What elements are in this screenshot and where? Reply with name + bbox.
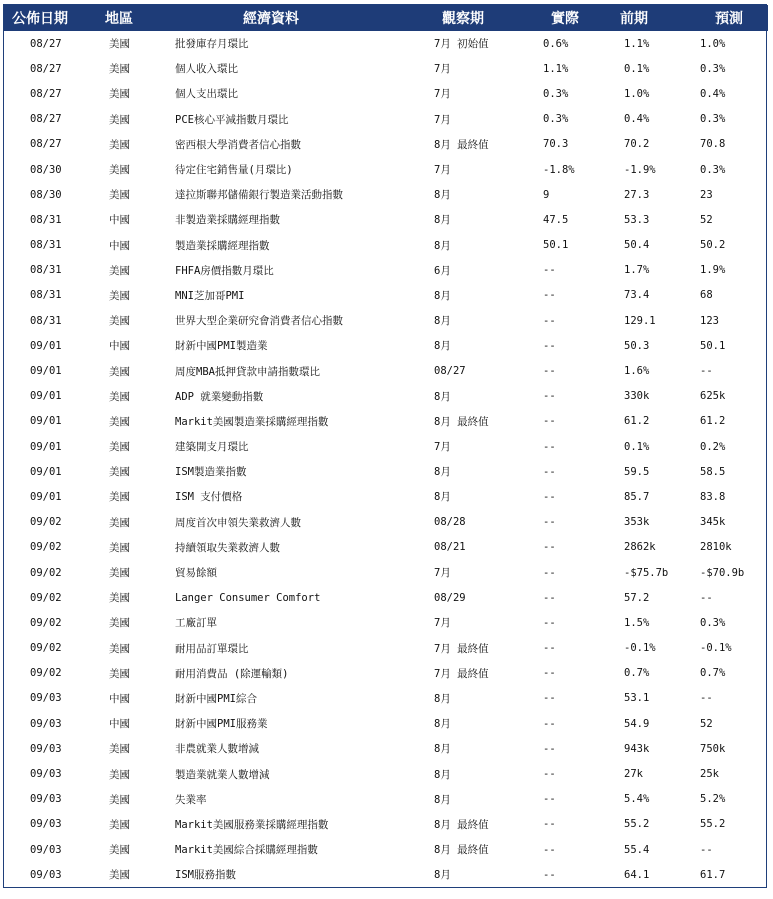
row-date: 09/02 (30, 642, 62, 655)
row-date: 08/31 (30, 264, 62, 277)
row-date: 09/03 (30, 868, 62, 881)
row-region: 美國 (109, 365, 130, 378)
table-body (4, 31, 768, 887)
table-row (4, 560, 768, 585)
row-previous: 54.9 (624, 717, 650, 730)
row-indicator: 財新中國PMI服務業 (175, 718, 268, 731)
table-row (4, 384, 768, 409)
header-forecast: 預測 (715, 11, 743, 27)
row-date: 09/02 (30, 591, 62, 604)
row-actual: -- (543, 566, 556, 579)
table-row (4, 409, 768, 434)
table-row (4, 510, 768, 535)
row-actual: -- (543, 541, 556, 554)
row-date: 09/03 (30, 793, 62, 806)
row-actual: -- (543, 843, 556, 856)
row-previous: 353k (624, 516, 650, 529)
table-row (4, 333, 768, 358)
row-indicator: 個人支出環比 (175, 88, 238, 101)
row-indicator: Markit美國服務業採購經理指數 (175, 818, 329, 831)
row-indicator: 失業率 (175, 793, 207, 806)
row-indicator: 貿易餘額 (175, 567, 217, 580)
row-date: 09/01 (30, 339, 62, 352)
row-date: 09/03 (30, 692, 62, 705)
row-previous: 1.1% (624, 37, 650, 50)
row-indicator: 耐用消費品 (除運輸類) (175, 667, 289, 680)
row-date: 08/27 (30, 87, 62, 100)
row-previous: 1.6% (624, 365, 650, 378)
row-region: 美國 (109, 289, 130, 302)
row-actual: -- (543, 616, 556, 629)
row-region: 中國 (109, 239, 130, 252)
row-previous: 0.1% (624, 440, 650, 453)
row-previous: 73.4 (624, 289, 650, 302)
table-row (4, 81, 768, 106)
table-row (4, 585, 768, 610)
row-date: 08/31 (30, 314, 62, 327)
row-previous: 0.7% (624, 667, 650, 680)
row-previous: 53.1 (624, 692, 650, 705)
row-region: 中國 (109, 692, 130, 705)
row-indicator: ADP 就業變動指數 (175, 390, 264, 403)
table-row (4, 837, 768, 862)
table-row (4, 31, 768, 56)
row-date: 09/01 (30, 415, 62, 428)
row-forecast: 52 (700, 213, 713, 226)
row-previous: 70.2 (624, 138, 650, 151)
row-period: 8月 (434, 315, 451, 328)
table-row (4, 711, 768, 736)
row-period: 7月 (434, 617, 451, 630)
row-forecast: 0.3% (700, 62, 726, 75)
header-actual: 實際 (551, 11, 579, 27)
row-region: 美國 (109, 491, 130, 504)
row-actual: -- (543, 390, 556, 403)
row-period: 8月 (434, 239, 451, 252)
row-period: 7月 最終值 (434, 667, 489, 680)
row-actual: -- (543, 264, 556, 277)
row-forecast: 61.2 (700, 415, 726, 428)
row-actual: -- (543, 793, 556, 806)
table-row (4, 358, 768, 383)
row-date: 09/03 (30, 717, 62, 730)
row-actual: -- (543, 314, 556, 327)
row-date: 08/27 (30, 138, 62, 151)
row-forecast: 70.8 (700, 138, 726, 151)
table-row (4, 812, 768, 837)
row-previous: -$75.7b (624, 566, 669, 579)
table-row (4, 132, 768, 157)
row-forecast: 0.2% (700, 440, 726, 453)
row-region: 美國 (109, 567, 130, 580)
table-row (4, 258, 768, 283)
row-forecast: 83.8 (700, 490, 726, 503)
row-period: 8月 (434, 718, 451, 731)
row-region: 美國 (109, 164, 130, 177)
row-period: 8月 (434, 768, 451, 781)
table-row (4, 610, 768, 635)
table-row (4, 787, 768, 812)
row-forecast: 750k (700, 742, 726, 755)
row-region: 美國 (109, 869, 130, 882)
table-row (4, 56, 768, 81)
row-region: 美國 (109, 818, 130, 831)
row-date: 09/02 (30, 516, 62, 529)
row-region: 美國 (109, 642, 130, 655)
row-indicator: ISM服務指數 (175, 869, 236, 882)
row-date: 09/03 (30, 768, 62, 781)
table-row (4, 459, 768, 484)
row-actual: -- (543, 465, 556, 478)
row-previous: 85.7 (624, 490, 650, 503)
row-period: 8月 (434, 743, 451, 756)
row-forecast: 61.7 (700, 868, 726, 881)
row-forecast: 25k (700, 768, 719, 781)
row-indicator: MNI芝加哥PMI (175, 289, 245, 302)
table-row (4, 862, 768, 887)
row-region: 中國 (109, 214, 130, 227)
row-actual: -- (543, 365, 556, 378)
row-actual: -- (543, 516, 556, 529)
table-row (4, 636, 768, 661)
row-forecast: -- (700, 365, 713, 378)
row-indicator: Langer Consumer Comfort (175, 591, 321, 604)
row-previous: 64.1 (624, 868, 650, 881)
row-forecast: 68 (700, 289, 713, 302)
row-previous: 55.2 (624, 818, 650, 831)
table-header (4, 5, 768, 31)
row-previous: 1.0% (624, 87, 650, 100)
row-date: 09/03 (30, 742, 62, 755)
row-indicator: FHFA房價指數月環比 (175, 264, 274, 277)
row-period: 8月 (434, 340, 451, 353)
row-period: 8月 最終值 (434, 844, 489, 857)
row-actual: 0.6% (543, 37, 569, 50)
table-row (4, 107, 768, 132)
row-forecast: 0.4% (700, 87, 726, 100)
row-actual: -- (543, 692, 556, 705)
row-previous: 129.1 (624, 314, 656, 327)
row-actual: -- (543, 289, 556, 302)
row-region: 美國 (109, 617, 130, 630)
row-forecast: 23 (700, 188, 713, 201)
row-forecast: -$70.9b (700, 566, 745, 579)
row-previous: 27k (624, 768, 643, 781)
row-period: 7月 (434, 441, 451, 454)
row-previous: 61.2 (624, 415, 650, 428)
row-region: 美國 (109, 844, 130, 857)
row-region: 美國 (109, 441, 130, 454)
row-indicator: Markit美國綜合採購經理指數 (175, 844, 318, 857)
row-previous: 0.4% (624, 113, 650, 126)
table-row (4, 736, 768, 761)
row-date: 08/31 (30, 289, 62, 302)
row-date: 09/01 (30, 390, 62, 403)
table-row (4, 484, 768, 509)
row-forecast: 0.3% (700, 616, 726, 629)
row-period: 8月 (434, 189, 451, 202)
row-actual: -- (543, 642, 556, 655)
row-forecast: 1.0% (700, 37, 726, 50)
row-indicator: 財新中國PMI綜合 (175, 692, 257, 705)
row-actual: -1.8% (543, 163, 575, 176)
row-actual: 9 (543, 188, 550, 201)
row-previous: 55.4 (624, 843, 650, 856)
table-row (4, 233, 768, 258)
row-forecast: 625k (700, 390, 726, 403)
header-period: 觀察期 (442, 11, 484, 27)
row-period: 08/27 (434, 365, 466, 378)
row-forecast: 0.7% (700, 667, 726, 680)
row-indicator: 耐用品訂單環比 (175, 642, 249, 655)
row-date: 08/30 (30, 163, 62, 176)
row-indicator: 建築開支月環比 (175, 441, 249, 454)
row-indicator: 工廠訂單 (175, 617, 217, 630)
row-period: 8月 (434, 692, 451, 705)
row-actual: -- (543, 742, 556, 755)
row-indicator: 非農就業人數增減 (175, 743, 259, 756)
row-forecast: 55.2 (700, 818, 726, 831)
row-date: 08/27 (30, 37, 62, 50)
table-row (4, 308, 768, 333)
row-forecast: 5.2% (700, 793, 726, 806)
row-indicator: 非製造業採購經理指數 (175, 214, 280, 227)
row-region: 美國 (109, 264, 130, 277)
table-row (4, 207, 768, 232)
row-forecast: 50.2 (700, 239, 726, 252)
row-period: 7月 (434, 113, 451, 126)
row-indicator: 財新中國PMI製造業 (175, 340, 268, 353)
row-period: 08/29 (434, 591, 466, 604)
row-actual: 1.1% (543, 62, 569, 75)
row-period: 8月 (434, 289, 451, 302)
row-indicator: 待定住宅銷售量(月環比) (175, 164, 293, 177)
row-region: 美國 (109, 63, 130, 76)
row-previous: 53.3 (624, 213, 650, 226)
row-actual: -- (543, 868, 556, 881)
table-row (4, 434, 768, 459)
row-forecast: 52 (700, 717, 713, 730)
table-row (4, 182, 768, 207)
table-row (4, 686, 768, 711)
row-indicator: 密西根大學消費者信心指數 (175, 138, 301, 151)
header-region: 地區 (105, 11, 133, 27)
table-row (4, 157, 768, 182)
row-forecast: 0.3% (700, 113, 726, 126)
row-date: 08/27 (30, 113, 62, 126)
row-region: 美國 (109, 743, 130, 756)
row-forecast: -0.1% (700, 642, 732, 655)
table-row (4, 761, 768, 786)
row-period: 08/21 (434, 541, 466, 554)
row-indicator: 批發庫存月環比 (175, 38, 249, 51)
row-period: 7月 初始值 (434, 38, 489, 51)
row-period: 7月 (434, 63, 451, 76)
row-actual: 0.3% (543, 87, 569, 100)
header-previous: 前期 (620, 11, 648, 27)
row-date: 09/03 (30, 843, 62, 856)
row-actual: -- (543, 440, 556, 453)
row-previous: 50.4 (624, 239, 650, 252)
row-period: 8月 (434, 491, 451, 504)
row-date: 09/03 (30, 818, 62, 831)
row-forecast: 1.9% (700, 264, 726, 277)
row-forecast: 50.1 (700, 339, 726, 352)
row-indicator: 達拉斯聯邦儲備銀行製造業活動指數 (175, 189, 343, 202)
row-date: 09/02 (30, 616, 62, 629)
table-row (4, 535, 768, 560)
row-region: 美國 (109, 667, 130, 680)
row-actual: -- (543, 768, 556, 781)
row-date: 08/31 (30, 239, 62, 252)
row-region: 美國 (109, 315, 130, 328)
row-actual: -- (543, 667, 556, 680)
row-actual: 47.5 (543, 213, 569, 226)
row-period: 8月 (434, 869, 451, 882)
row-previous: -0.1% (624, 642, 656, 655)
row-date: 08/31 (30, 213, 62, 226)
row-region: 美國 (109, 189, 130, 202)
table-row (4, 283, 768, 308)
row-forecast: -- (700, 692, 713, 705)
row-region: 中國 (109, 718, 130, 731)
row-period: 8月 (434, 793, 451, 806)
row-region: 美國 (109, 768, 130, 781)
row-region: 美國 (109, 390, 130, 403)
header-date: 公佈日期 (12, 11, 68, 27)
row-region: 美國 (109, 466, 130, 479)
row-previous: 2862k (624, 541, 656, 554)
row-date: 09/01 (30, 490, 62, 503)
row-previous: 50.3 (624, 339, 650, 352)
row-forecast: 345k (700, 516, 726, 529)
row-period: 8月 最終值 (434, 818, 489, 831)
row-previous: -1.9% (624, 163, 656, 176)
row-indicator: ISM製造業指數 (175, 466, 247, 479)
row-period: 08/28 (434, 516, 466, 529)
row-region: 美國 (109, 415, 130, 428)
row-period: 8月 (434, 466, 451, 479)
row-forecast: 2810k (700, 541, 732, 554)
row-previous: 1.5% (624, 616, 650, 629)
row-previous: 1.7% (624, 264, 650, 277)
row-period: 8月 (434, 214, 451, 227)
header-item: 經濟資料 (243, 11, 299, 27)
row-period: 7月 (434, 567, 451, 580)
row-indicator: Markit美國製造業採購經理指數 (175, 415, 329, 428)
row-indicator: 持續領取失業救濟人數 (175, 541, 280, 554)
row-region: 美國 (109, 88, 130, 101)
row-indicator: 製造業就業人數增減 (175, 768, 270, 781)
row-previous: 330k (624, 390, 650, 403)
row-date: 09/02 (30, 667, 62, 680)
row-indicator: ISM 支付價格 (175, 491, 243, 504)
row-date: 09/02 (30, 541, 62, 554)
row-actual: -- (543, 818, 556, 831)
row-forecast: 58.5 (700, 465, 726, 478)
row-forecast: -- (700, 591, 713, 604)
row-actual: -- (543, 415, 556, 428)
row-forecast: 123 (700, 314, 719, 327)
row-period: 8月 最終值 (434, 138, 489, 151)
row-previous: 943k (624, 742, 650, 755)
row-period: 8月 (434, 390, 451, 403)
row-indicator: 周度首次申領失業救濟人數 (175, 516, 301, 529)
row-date: 09/01 (30, 465, 62, 478)
row-region: 美國 (109, 793, 130, 806)
row-indicator: PCE核心平減指數月環比 (175, 113, 289, 126)
row-actual: -- (543, 717, 556, 730)
row-indicator: 世界大型企業研究會消費者信心指數 (175, 315, 343, 328)
row-region: 中國 (109, 340, 130, 353)
row-region: 美國 (109, 113, 130, 126)
row-previous: 5.4% (624, 793, 650, 806)
row-actual: 0.3% (543, 113, 569, 126)
row-period: 8月 最終值 (434, 415, 489, 428)
row-region: 美國 (109, 38, 130, 51)
row-forecast: -- (700, 843, 713, 856)
row-actual: 50.1 (543, 239, 569, 252)
row-region: 美國 (109, 592, 130, 605)
row-previous: 57.2 (624, 591, 650, 604)
row-indicator: 製造業採購經理指數 (175, 239, 270, 252)
row-period: 6月 (434, 264, 451, 277)
row-actual: -- (543, 591, 556, 604)
row-previous: 27.3 (624, 188, 650, 201)
economic-calendar-table (3, 4, 767, 888)
row-region: 美國 (109, 138, 130, 151)
row-date: 09/01 (30, 365, 62, 378)
row-period: 7月 最終值 (434, 642, 489, 655)
row-date: 08/30 (30, 188, 62, 201)
row-region: 美國 (109, 541, 130, 554)
row-period: 7月 (434, 164, 451, 177)
row-region: 美國 (109, 516, 130, 529)
row-actual: -- (543, 339, 556, 352)
table-row (4, 661, 768, 686)
row-actual: 70.3 (543, 138, 569, 151)
row-forecast: 0.3% (700, 163, 726, 176)
row-date: 09/02 (30, 566, 62, 579)
row-period: 7月 (434, 88, 451, 101)
row-indicator: 個人收入環比 (175, 63, 238, 76)
row-date: 09/01 (30, 440, 62, 453)
row-previous: 59.5 (624, 465, 650, 478)
row-indicator: 周度MBA抵押貸款申請指數環比 (175, 365, 320, 378)
row-previous: 0.1% (624, 62, 650, 75)
row-date: 08/27 (30, 62, 62, 75)
row-actual: -- (543, 490, 556, 503)
